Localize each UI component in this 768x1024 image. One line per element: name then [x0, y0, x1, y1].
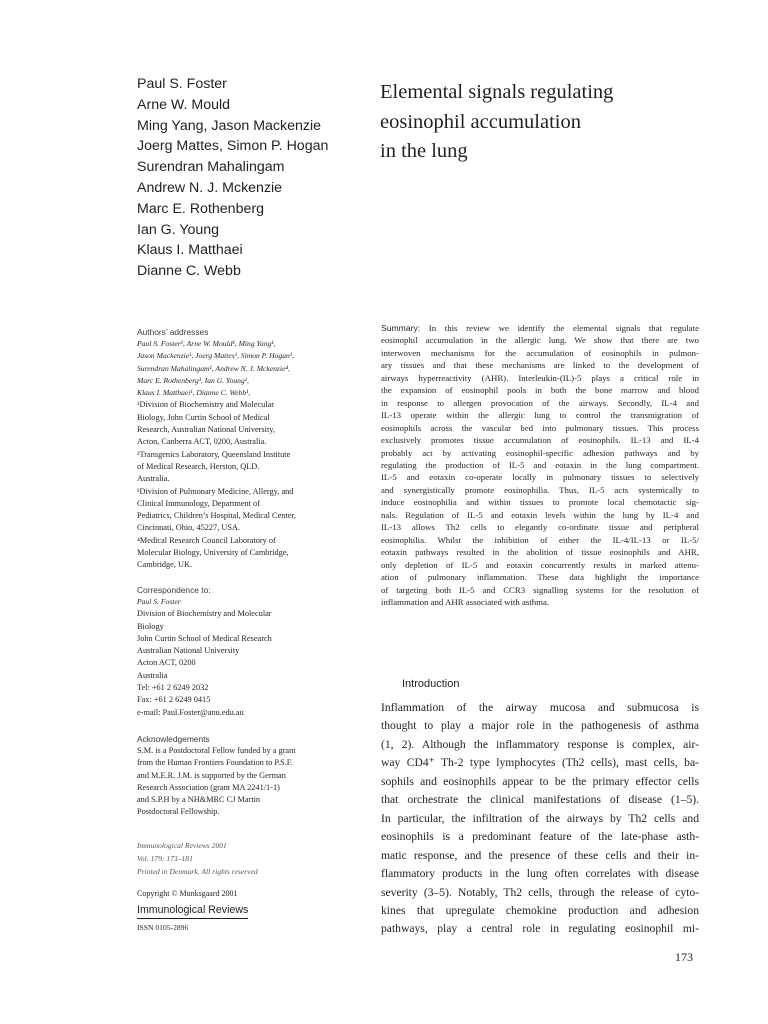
address-line: Pediatrics, Children’s Hospital, Medical Center,	[137, 511, 296, 521]
article-title	[380, 78, 680, 167]
citation-line: Printed in Denmark. All rights reserved	[137, 867, 258, 876]
body-line: way CD4⁺ Th-2 type lymphocytes (Th2 cells), mast cells, ba-	[381, 756, 699, 770]
summary-line: the expansion of eosinophil pools in both the bone marrow and blood	[381, 385, 699, 396]
summary-text: In this review we identify the elemental signals that regulate	[428, 323, 699, 333]
fax-line: Fax: +61 2 6249 0415	[137, 695, 211, 705]
summary-line: ation of pulmonary inflammation. These data highlight the importance	[381, 572, 699, 583]
body-line: that orchestrate the clinical manifestations of disease (1–5).	[381, 793, 699, 807]
summary-line: inflammation and AHR associated with asthma.	[381, 596, 550, 607]
summary-line: airways hyperreactivity (AHR). Interleukin-(IL)-5 plays a critical role in	[381, 372, 699, 383]
correspondence-line: John Curtin School of Medical Research	[137, 633, 272, 643]
summary-line: in response to allergen provocation of the airways. Secondly, IL-4 and	[381, 397, 699, 408]
address-line: Jason Mackenzie¹, Joerg Mattes¹, Simon P. Hogan¹,	[137, 351, 294, 361]
address-line: Acton, Canberra ACT, 0200, Australia.	[137, 437, 267, 447]
summary-line: interwoven mechanisms for the accumulation of eosinophils in pulmon-	[381, 347, 699, 358]
address-line: Marc E. Rothenberg³, Ian G. Young¹,	[137, 375, 249, 385]
introduction-body	[381, 699, 699, 939]
body-line: kines that upregulate chemokine production and adhesion	[381, 903, 699, 917]
author-name: Paul S. Foster	[137, 76, 227, 92]
acknowledgements-block	[137, 734, 347, 819]
author-name: Andrew N. J. Mckenzie	[137, 179, 283, 196]
copyright-line: Copyright © Munksgaard 2001	[137, 889, 238, 898]
acknowledgement-line: Research Association (grant MA 2241/1-1)	[137, 782, 280, 792]
summary-block	[381, 322, 699, 608]
summary-line: IL-13 allows Th2 cells to elegantly co-ordinate tissue and peripheral	[381, 522, 699, 533]
address-line: Cincinnati, Ohio, 45227, USA.	[137, 523, 241, 533]
summary-line: and synergistically promote eosinophilia. Thus, IL-5 acts systemically to	[381, 484, 699, 495]
address-line: Surendran Mahalingam¹, Andrew N. J. Mckenzie⁴,	[137, 363, 290, 373]
title-line: in the lung	[380, 140, 468, 162]
body-line: eosinophils is a predominant feature of the late-phase asth-	[381, 830, 699, 844]
author-name: Ian G. Young	[137, 221, 220, 238]
summary-line: induce eosinophilia and within tissues to promote local chemotactic sig-	[381, 497, 699, 508]
correspondence-line: Acton ACT, 0200	[137, 658, 196, 668]
summary-line: ary tissues and that these mechanisms are linked to the development of	[381, 360, 699, 371]
address-line: ³Division of Pulmonary Medicine, Allergy, and	[137, 486, 294, 496]
author-name: Surendran Mahalingam	[137, 159, 285, 176]
body-line: matic response, and the presence of these cells and their in-	[381, 848, 699, 862]
authors-addresses	[137, 327, 347, 572]
body-line: severity (3–5). Notably, Th2 cells, through the release of cyto-	[381, 885, 699, 899]
addresses-heading: Authors’ addresses	[137, 327, 209, 337]
summary-line: eosinophils across the vascular bed into pulmonary tissues. This process	[381, 422, 699, 433]
address-line: Clinical Immunology, Department of	[137, 498, 260, 508]
journal-name: Immunological Reviews	[137, 904, 248, 919]
summary-label: Summary:	[381, 323, 421, 333]
summary-line: probably act by activating eosinophil-specific adhesion pathways and by	[381, 447, 699, 458]
address-line: of Medical Research, Herston, QLD.	[137, 461, 260, 471]
title-line: Elemental signals regulating	[380, 81, 614, 103]
body-line: pathways, play a central role in regulating eosinophil mi-	[381, 922, 699, 936]
page-number: 173	[675, 950, 693, 964]
address-line: Research, Australian National University,	[137, 425, 275, 435]
title-line: eosinophil accumulation	[380, 110, 581, 133]
summary-line: regulating the production of IL-5 and eotaxin in the lung compartment.	[381, 459, 699, 470]
acknowledgement-line: and M.E.R. J.M. is supported by the German	[137, 770, 286, 780]
author-name: Ming Yang, Jason Mackenzie	[137, 117, 322, 134]
address-line: ²Transgenics Laboratory, Queensland Institute	[137, 449, 291, 459]
acknowledgement-line: S.M. is a Postdoctoral Fellow funded by a grant	[137, 746, 296, 755]
correspondence-line: Biology	[137, 621, 164, 631]
summary-line: of targeting both IL-5 and CCR3 signalling systems for the resolution of	[381, 584, 699, 595]
summary-line	[381, 322, 699, 334]
summary-line: eotaxin pathways resulted in the abolition of tissue eosinophils and AHR,	[381, 547, 699, 558]
citation-block	[137, 839, 347, 878]
phone-line: Tel: +61 2 6249 2032	[137, 683, 209, 693]
address-line: ⁴Medical Research Council Laboratory of	[137, 535, 276, 545]
citation-line: Immunological Reviews 2001	[137, 841, 227, 850]
correspondence-line: Paul S. Foster	[137, 597, 181, 606]
correspondence-line: Australia	[137, 670, 168, 680]
summary-line: eosinophilia. Whilst the inhibition of either the IL-4/IL-13 or IL-5/	[381, 534, 699, 545]
body-line: thought to play a major role in the pathogenesis of asthma	[381, 719, 699, 733]
address-line: ¹Division of Biochemistry and Molecular	[137, 400, 275, 410]
summary-line: eosinophil accumulation in the allergic lung. We show that there are two	[381, 335, 699, 346]
correspondence-line: Division of Biochemistry and Molecular	[137, 609, 272, 619]
address-line: Klaus I. Matthaei¹, Dianne C. Webb¹,	[137, 388, 251, 398]
address-line: Molecular Biology, University of Cambridge,	[137, 548, 289, 558]
body-line: In particular, the infiltration of the airways by Th2 cells and	[381, 811, 699, 825]
body-line: sophils and eosinophils appear to be the primary effector cells	[381, 774, 699, 788]
acknowledgements-heading: Acknowledgements	[137, 734, 210, 744]
acknowledgement-line: Postdoctoral Fellowship.	[137, 807, 220, 817]
author-name: Klaus I. Matthaei	[137, 242, 243, 259]
correspondence-line: Australian National University	[137, 646, 240, 656]
author-name: Arne W. Mould	[137, 96, 231, 113]
summary-line: IL-13 operate within the allergic lung to control the transmigration of	[381, 410, 699, 421]
copyright-block	[137, 888, 347, 934]
body-line: (1, 2). Although the inflammatory response is complex, air-	[381, 737, 699, 751]
summary-line: nals. Regulation of IL-5 and eotaxin levels within the lung by IL-4 and	[381, 509, 699, 520]
address-line: Biology, John Curtin School of Medical	[137, 412, 270, 422]
introduction-heading: Introduction	[402, 678, 460, 690]
citation-line: Vol. 179: 173–181	[137, 854, 193, 863]
body-line: Inflammation of the airway mucosa and submucosa is	[381, 701, 699, 714]
address-line: Paul S. Foster¹, Arne W. Mould¹, Ming Yang¹,	[137, 339, 276, 348]
author-name: Marc E. Rothenberg	[137, 200, 264, 217]
summary-line: IL-5 and eotaxin co-operate locally in pulmonary tissues to selectively	[381, 472, 699, 483]
author-list	[137, 74, 367, 282]
address-line: Cambridge, UK.	[137, 560, 193, 570]
acknowledgement-line: and S.P.H by a NH&MRC CJ Martin	[137, 795, 261, 805]
correspondence-heading: Correspondence to:	[137, 585, 211, 595]
acknowledgement-line: from the Human Frontiers Foundation to P.S.F.	[137, 758, 293, 768]
address-line: Australia.	[137, 474, 170, 484]
author-name: Dianne C. Webb	[137, 263, 241, 280]
issn-line: ISSN 0105-2896	[137, 923, 189, 932]
correspondence-block	[137, 585, 347, 719]
summary-line: only depletion of IL-5 and eotaxin concurrently results in marked attenu-	[381, 559, 699, 570]
summary-line: exclusively promotes tissue accumulation of eosinophils. IL-13 and IL-4	[381, 435, 699, 446]
body-line: flammatory products in the lung often correlates with disease	[381, 867, 699, 881]
author-name: Joerg Mattes, Simon P. Hogan	[137, 138, 329, 155]
email-line: e-mail: Paul.Foster@anu.edu.au	[137, 707, 244, 717]
